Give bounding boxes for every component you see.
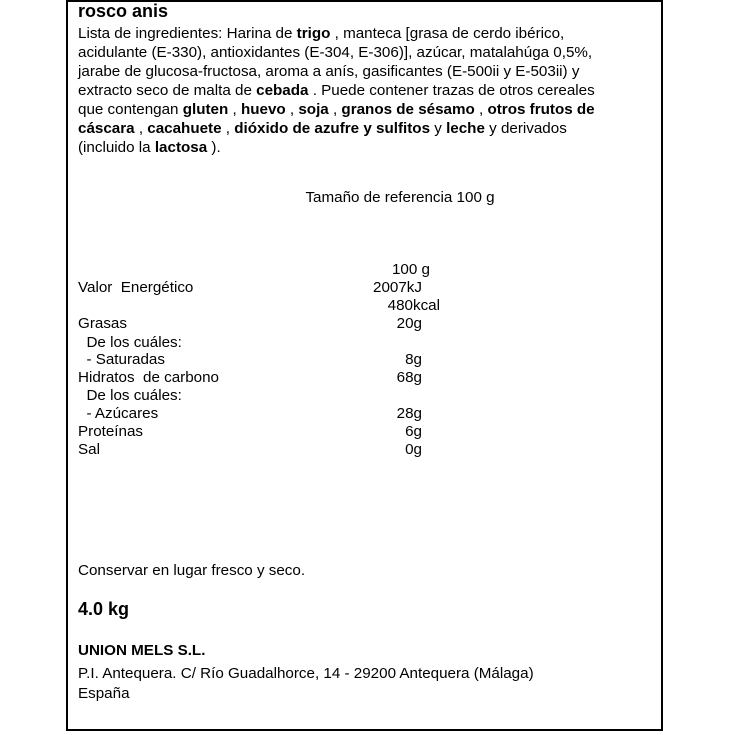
net-weight: 4.0 kg bbox=[78, 599, 130, 619]
allergen-text: granos de sésamo bbox=[341, 101, 475, 118]
nutrition-label: Proteínas bbox=[78, 423, 144, 440]
ingredient-text: y bbox=[430, 120, 447, 137]
nutrition-label: De los cuáles: bbox=[78, 387, 182, 404]
reference-size: Tamaño de referencia 100 g bbox=[305, 189, 495, 206]
nutrition-label: Hidratos de carbono bbox=[78, 369, 219, 386]
ingredient-text: , manteca [grasa de cerdo ibérico, acidulante (E-330), antioxidantes (E-304, E-306)], azúcar, matalahúga 0,5%, jarabe de glucosa-fructosa, aroma a anís, gasificantes (E-500ii y E-503ii) y extracto seco de malta de bbox=[78, 25, 593, 99]
manufacturer-name: UNION MELS S.L. bbox=[78, 642, 206, 659]
allergen-text: huevo bbox=[240, 101, 286, 118]
nutrition-label: - Saturadas bbox=[78, 351, 165, 368]
manufacturer-address: P.I. Antequera. C/ Río Guadalhorce, 14 - 29200 Antequera (Málaga) bbox=[78, 665, 534, 682]
allergen-text: cacahuete bbox=[147, 120, 222, 137]
ingredient-text: , bbox=[474, 101, 488, 118]
ingredient-text: , bbox=[328, 101, 342, 118]
nutrition-label: Valor Energético bbox=[78, 279, 194, 296]
ingredient-text: Lista de ingredientes: Harina de bbox=[78, 25, 297, 42]
nutrition-value: 6g bbox=[405, 423, 422, 440]
allergen-text: cebada bbox=[256, 82, 309, 99]
nutrition-value: 68g bbox=[396, 369, 422, 386]
ingredient-text: y derivados (incluido la bbox=[78, 120, 567, 156]
storage-instructions: Conservar en lugar fresco y seco. bbox=[78, 562, 306, 579]
nutrition-value: 480kcal bbox=[387, 297, 440, 314]
nutrition-value: 8g bbox=[405, 351, 422, 368]
nutrition-value: 2007kJ bbox=[373, 279, 422, 296]
allergen-text: leche bbox=[446, 120, 485, 137]
ingredient-text: , bbox=[134, 120, 148, 137]
product-title: rosco anis bbox=[78, 1, 169, 21]
nutrition-label: De los cuáles: bbox=[78, 334, 182, 351]
allergen-text: gluten bbox=[182, 101, 229, 118]
ingredients-list bbox=[78, 24, 618, 157]
ingredient-text: , bbox=[285, 101, 299, 118]
nutrition-label: Sal bbox=[78, 441, 100, 458]
nutrition-column-header: 100 g bbox=[391, 261, 430, 278]
allergen-text: otros frutos de cáscara bbox=[78, 101, 595, 137]
ingredient-text: , bbox=[221, 120, 235, 137]
manufacturer-country: España bbox=[78, 685, 130, 702]
nutrition-value: 28g bbox=[396, 405, 422, 422]
ingredient-text: ). bbox=[207, 139, 221, 156]
nutrition-value: 0g bbox=[405, 441, 422, 458]
nutrition-label: - Azúcares bbox=[78, 405, 159, 422]
ingredient-text: . Puede contener trazas de otros cereales que contengan bbox=[78, 82, 595, 118]
allergen-text: trigo bbox=[296, 25, 331, 42]
nutrition-value: 20g bbox=[396, 315, 422, 332]
allergen-text: soja bbox=[298, 101, 329, 118]
allergen-text: lactosa bbox=[154, 139, 208, 156]
nutrition-label: Grasas bbox=[78, 315, 127, 332]
ingredient-text: , bbox=[228, 101, 241, 118]
allergen-text: dióxido de azufre y sulfitos bbox=[234, 120, 431, 137]
